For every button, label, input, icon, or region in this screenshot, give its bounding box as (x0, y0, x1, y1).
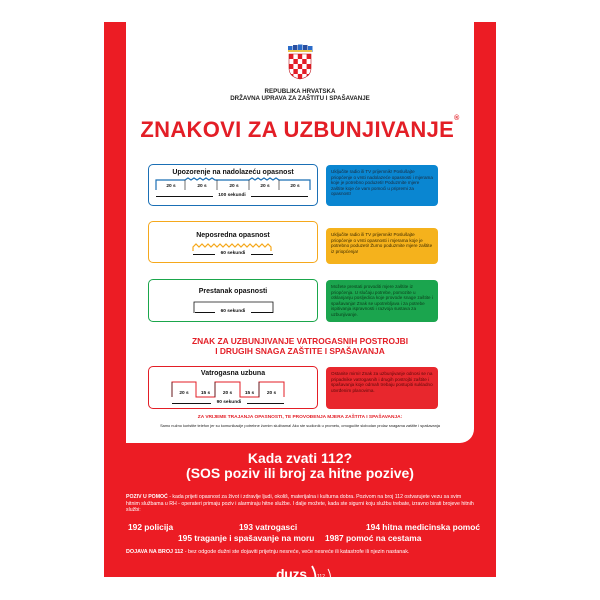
info-box-immediate-danger: Uključite radio ili TV prijemnik! Poslušajte priopćenje o vrsti opasnosti i mjerama koje je potrebno poduzeti! Žurno poduzmite mjere zaštite iz priopćenja! (326, 228, 438, 264)
report-body: - bez odgode dužni ste dojaviti prijetnju nesreće, veće nesreće ili katastrofe ili njezin nastanak. (183, 549, 410, 555)
segment-label: 20 s (290, 184, 300, 189)
org-department: DRŽAVNA UPRAVA ZA ZAŠTITU I SPAŠAVANJE (230, 95, 370, 102)
signal-card-incoming-danger (148, 164, 318, 206)
signal-card-immediate-danger (148, 221, 318, 263)
segment-label: 20 s (229, 184, 239, 189)
emergency-question: Kada zvati 112? (247, 450, 353, 466)
info-box-end-of-danger: Možete prestati provoditi mjere zaštite iz priopćenja. U slučaju potrebe, pomozite u otklanjanju posljedica koje provode snage zaštite i spašavanja! Znak se upotrebljava i za potrebe ispitivanja ispravnosti i razvoja sustava za uzbunjivanje. (326, 280, 438, 322)
segment-label: 20 s (179, 391, 189, 396)
duration-label: 100 sekundi (213, 193, 251, 198)
fire-section-heading-1: ZNAK ZA UZBUNJIVANJE VATROGASNIH POSTROJBI (191, 336, 409, 346)
duzs-logo (276, 565, 336, 591)
info-box-fire-alarm: Ostanite mirni! Znak za uzbunjivanje odnosi se na pripadnike vatrogasnih i drugih postrojbi zaštite i spašavanja koje odmah trebaju postupiti sukladno utvrđenim planovima. (326, 367, 438, 409)
org-name: REPUBLIKA HRVATSKA (264, 88, 336, 95)
number-road-assistance: 1987 pomoć na cestama (325, 533, 422, 543)
segment-label: 20 s (166, 184, 176, 189)
signal-label: Upozorenje na nadolazeću opasnost (172, 169, 294, 176)
report-lead: DOJAVA NA BROJ 112 (126, 549, 184, 555)
signal-card-fire-alarm (148, 366, 318, 409)
coat-of-arms-icon (286, 44, 314, 80)
logo-subtext (280, 584, 310, 589)
signal-label: Vatrogasna uzbuna (200, 370, 266, 377)
white-panel (126, 22, 474, 443)
logo-text: duzs (276, 566, 307, 582)
poster (104, 22, 496, 582)
segment-label: 20 s (260, 184, 270, 189)
para-text: - kada prijeti opasnost za život i zdravlje ljudi, okoliš, materijalna i kulturna dobra. Pozivom na broj 112 ostvarujete vezu sa svim hitnim službama u RH - operateri primaju poziv i alarmiraju hitne službe. I dalje možete, kada ste sigurni koju službu trebate, izravno birati brojeve hitnih službi: (126, 494, 474, 513)
duration-label: 90 sekundi (211, 400, 247, 405)
warning-body: Samo nužno koristite telefon jer su komunikacije potrebne žurnim službama! Ako ste sudionik u prometu, omogućite slobodan prolaz snagama zaštite i spašavanja (160, 423, 440, 428)
emergency-paragraph (126, 494, 476, 514)
number-ambulance: 194 hitna medicinska pomoć (366, 522, 481, 532)
number-firefighters: 193 vatrogasci (239, 522, 298, 532)
segment-label: 15 s (200, 391, 211, 396)
number-police: 192 policija (128, 522, 174, 532)
info-box-incoming-danger: Uključite radio ili TV prijemnik! Poslušajte priopćenje o vrsti nadolazeće opasnosti i mjerama koje je potrebno poduzeti! Poduzmite mjere zaštite koje će vam pomoći u pripremi za opasnost! (326, 165, 438, 206)
para-lead: POZIV U POMOĆ (126, 494, 168, 500)
duration-label: 60 sekundi (215, 309, 251, 314)
fire-section-heading-2: I DRUGIH SNAGA ZAŠTITE I SPAŠAVANJA (215, 346, 385, 356)
report-text (126, 549, 476, 555)
warning-heading: ZA VRIJEME TRAJANJA OPASNOSTI, TE PROVOĐENJA MJERA ZAŠTITA I SPAŠAVANJA: (197, 415, 403, 420)
segment-label: 20 s (197, 184, 207, 189)
page-title (126, 117, 474, 143)
segment-label: 15 s (244, 391, 255, 396)
registered-mark: ® (454, 115, 460, 122)
emergency-subtitle: (SOS poziv ili broj za hitne pozive) (186, 465, 414, 481)
signal-label: Prestanak opasnosti (198, 288, 268, 295)
signal-label: Neposredna opasnost (196, 232, 270, 239)
segment-label: 20 s (266, 391, 277, 396)
signal-card-end-of-danger (148, 279, 318, 322)
duration-label: 60 sekundi (215, 251, 251, 256)
number-sea-rescue: 195 traganje i spašavanje na moru (178, 533, 315, 543)
logo-badge: 112 (317, 574, 325, 580)
segment-label: 20 s (222, 391, 233, 396)
title-text: ZNAKOVI ZA UZBUNJIVANJE (140, 117, 455, 142)
